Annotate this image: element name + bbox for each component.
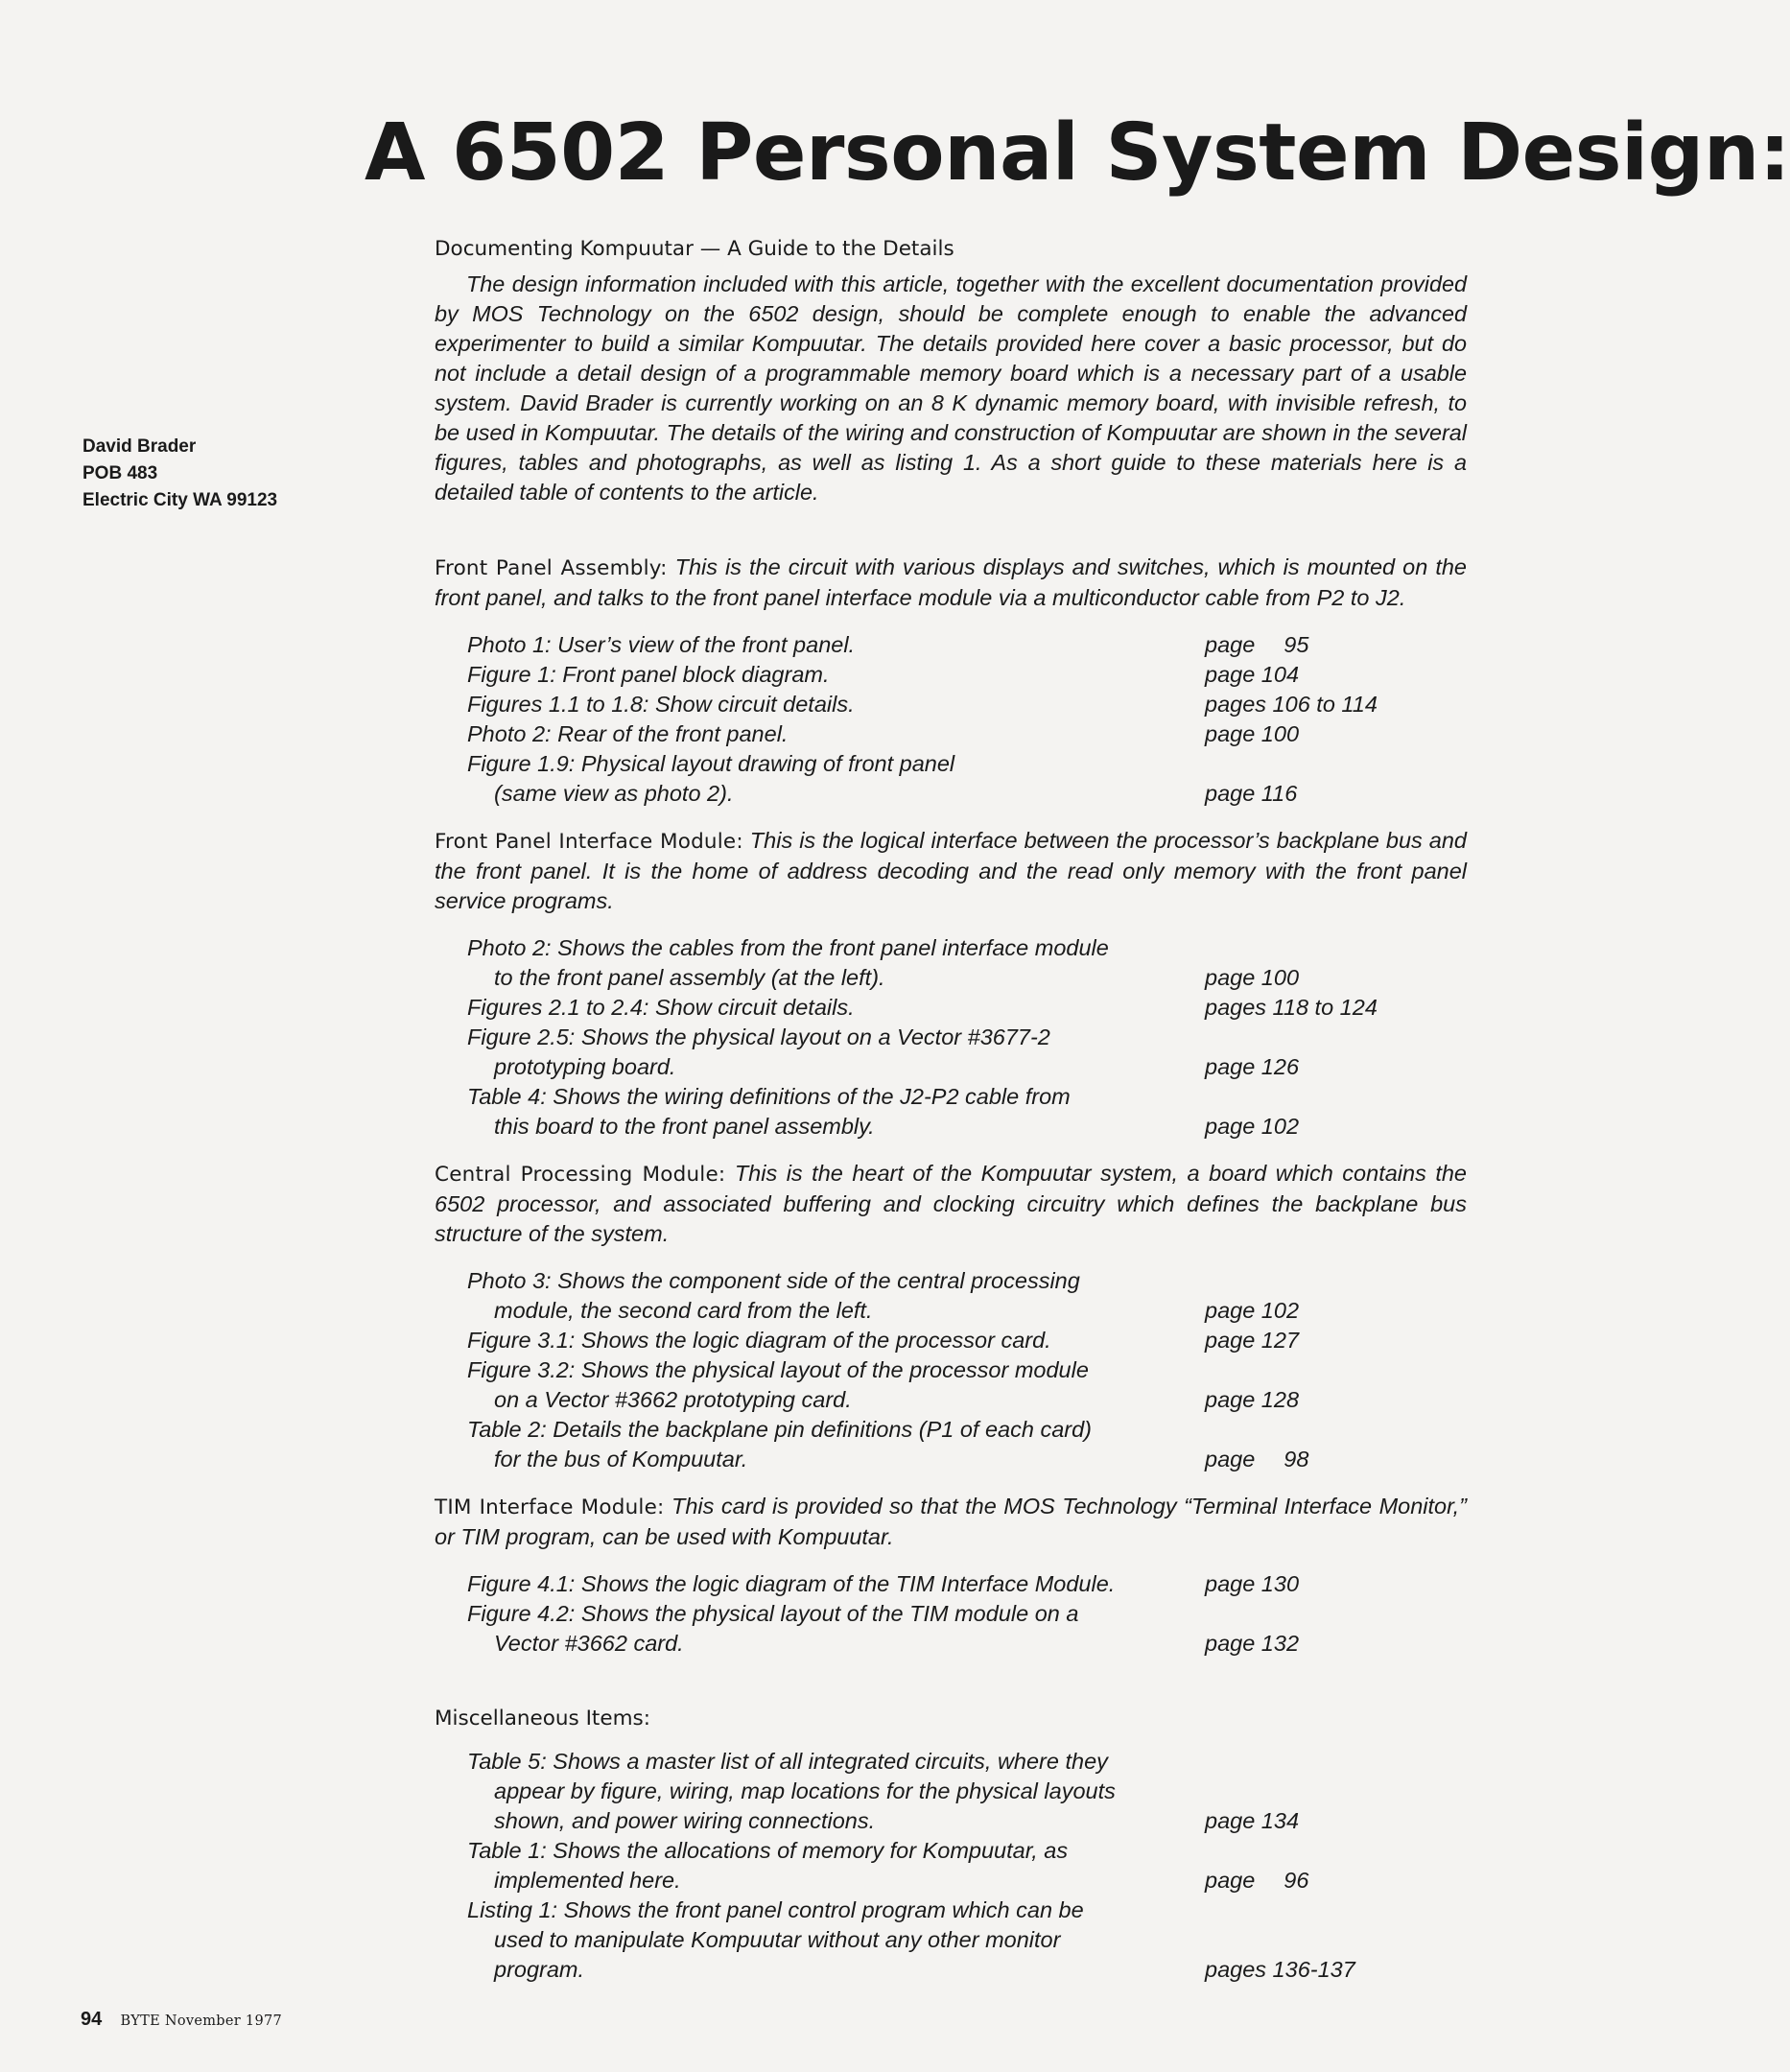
- toc-section: [435, 1492, 1467, 1659]
- toc-entry: [435, 630, 1467, 660]
- entry-page-reference: pages 118 to 124: [1205, 995, 1378, 1020]
- section-heading: Front Panel Interface Module:: [435, 830, 743, 854]
- entry-text: Photo 2: Rear of the front panel.: [467, 721, 789, 746]
- entry-text-continued: program.: [494, 1957, 585, 1982]
- entry-page-reference: page 126: [1205, 1054, 1300, 1079]
- entry-text-continued: used to manipulate Kompuutar without any other monitor: [494, 1927, 1061, 1952]
- section-heading: TIM Interface Module:: [435, 1495, 665, 1519]
- toc-entry: [435, 1569, 1467, 1599]
- section-body: This is the circuit with various displays and switches, which is mounted on the front panel, and talks to the front panel interface module via a multiconductor cable from P2 to J2.: [435, 554, 1467, 610]
- entry-text-continued: (same view as photo 2).: [494, 781, 734, 806]
- entry-text: Figure 4.1: Shows the logic diagram of the TIM Interface Module.: [467, 1571, 1116, 1596]
- section-description: [435, 553, 1467, 613]
- entry-text: Photo 2: Shows the cables from the front panel interface module: [467, 935, 1109, 960]
- misc-heading: Miscellaneous Items:: [435, 1707, 650, 1731]
- entry-text-continued: implemented here.: [494, 1868, 681, 1893]
- entry-text: Figure 3.2: Shows the physical layout of the processor module: [467, 1357, 1089, 1382]
- page-number: 94: [81, 2009, 103, 2030]
- entry-page-reference: page 134: [1205, 1808, 1300, 1833]
- toc-entry: [435, 690, 1467, 719]
- entry-text: Figure 3.1: Shows the logic diagram of the processor card.: [467, 1328, 1051, 1353]
- entry-text-continued: appear by figure, wiring, map locations for the physical layouts: [494, 1778, 1116, 1803]
- entry-text: Photo 3: Shows the component side of the central processing: [467, 1268, 1080, 1293]
- toc-entry: [435, 1836, 1467, 1895]
- entry-text-continued: on a Vector #3662 prototyping card.: [494, 1387, 852, 1412]
- section-body: This is the logical interface between the processor’s backplane bus and the front panel. It is the home of address decoding and the read only memory with the front panel service programs.: [435, 828, 1467, 913]
- section-description: [435, 826, 1467, 916]
- entry-text: Table 1: Shows the allocations of memory for Kompuutar, as: [467, 1838, 1069, 1863]
- entry-text: Listing 1: Shows the front panel control program which can be: [467, 1897, 1084, 1922]
- article-body: [435, 234, 1467, 1985]
- toc-entry: [435, 1895, 1467, 1985]
- entry-text-continued: Vector #3662 card.: [494, 1631, 684, 1656]
- entry-page-reference: page 96: [1205, 1868, 1309, 1893]
- article-title: A 6502 Personal System Design:: [365, 107, 1790, 199]
- entry-text-continued: shown, and power wiring connections.: [494, 1808, 876, 1833]
- toc-entry: [435, 1355, 1467, 1415]
- entry-text: Photo 1: User’s view of the front panel.: [467, 632, 856, 657]
- toc-section: [435, 1159, 1467, 1474]
- toc-entry: [435, 1326, 1467, 1355]
- toc-entry: [435, 1747, 1467, 1836]
- entry-text-continued: prototyping board.: [494, 1054, 676, 1079]
- toc-entry: [435, 993, 1467, 1023]
- author-block: [82, 434, 370, 514]
- toc-entry: [435, 719, 1467, 749]
- section-entries: [435, 1266, 1467, 1474]
- author-name: David Brader: [82, 436, 197, 457]
- entry-page-reference: page 98: [1205, 1447, 1309, 1472]
- magazine-issue: BYTE November 1977: [120, 2013, 283, 2029]
- toc-sections: [435, 553, 1467, 1659]
- entry-text: Figure 1: Front panel block diagram.: [467, 662, 830, 687]
- entry-text: Figure 1.9: Physical layout drawing of front panel: [467, 751, 955, 776]
- toc-entry: [435, 933, 1467, 993]
- toc-entry: [435, 1082, 1467, 1142]
- entry-page-reference: page 130: [1205, 1571, 1300, 1596]
- section-body: This is the heart of the Kompuutar system, a board which contains the 6502 processor, and associated buffering and clocking circuitry which defines the backplane bus structure of the system.: [435, 1161, 1467, 1246]
- toc-entry: [435, 749, 1467, 809]
- toc-entry: [435, 1023, 1467, 1082]
- entry-text: Table 5: Shows a master list of all integrated circuits, where they: [467, 1749, 1108, 1774]
- toc-section: [435, 826, 1467, 1142]
- section-entries: [435, 630, 1467, 809]
- entry-text-continued: this board to the front panel assembly.: [494, 1114, 875, 1139]
- section-entries: [435, 933, 1467, 1142]
- page-footer: [81, 2009, 282, 2031]
- entry-page-reference: page 127: [1205, 1328, 1300, 1353]
- entry-text-continued: for the bus of Kompuutar.: [494, 1447, 748, 1472]
- entry-text: Figures 2.1 to 2.4: Show circuit details.: [467, 995, 855, 1020]
- article-subtitle: Documenting Kompuutar — A Guide to the Details: [435, 237, 954, 261]
- entry-page-reference: page 102: [1205, 1298, 1300, 1323]
- author-city: Electric City WA 99123: [82, 490, 278, 510]
- section-heading: Central Processing Module:: [435, 1163, 726, 1187]
- section-entries: [435, 1569, 1467, 1659]
- misc-entries: [435, 1747, 1467, 1985]
- entry-text: Table 4: Shows the wiring definitions of the J2-P2 cable from: [467, 1084, 1071, 1109]
- entry-text: Table 2: Details the backplane pin definitions (P1 of each card): [467, 1417, 1093, 1442]
- entry-page-reference: page 102: [1205, 1114, 1300, 1139]
- toc-entry: [435, 1266, 1467, 1326]
- entry-text-continued: module, the second card from the left.: [494, 1298, 873, 1323]
- entry-page-reference: page 100: [1205, 721, 1300, 746]
- entry-page-reference: page 100: [1205, 965, 1300, 990]
- entry-text: Figure 4.2: Shows the physical layout of the TIM module on a: [467, 1601, 1079, 1626]
- entry-page-reference: pages 136-137: [1205, 1957, 1355, 1982]
- toc-entry: [435, 1415, 1467, 1474]
- entry-text: Figures 1.1 to 1.8: Show circuit details.: [467, 692, 855, 717]
- toc-section: [435, 553, 1467, 809]
- author-pob: POB 483: [82, 463, 158, 483]
- toc-entry: [435, 1599, 1467, 1659]
- section-description: [435, 1159, 1467, 1249]
- entry-page-reference: page 128: [1205, 1387, 1300, 1412]
- toc-entry: [435, 660, 1467, 690]
- entry-text-continued: to the front panel assembly (at the left).: [494, 965, 885, 990]
- entry-page-reference: page 95: [1205, 632, 1309, 657]
- misc-section: [435, 1704, 1467, 1985]
- section-heading: Front Panel Assembly:: [435, 556, 668, 580]
- entry-page-reference: page 104: [1205, 662, 1300, 687]
- section-body: This card is provided so that the MOS Technology “Terminal Interface Monitor,” or TIM program, can be used with Kompuutar.: [435, 1494, 1467, 1549]
- entry-page-reference: page 132: [1205, 1631, 1300, 1656]
- entry-page-reference: page 116: [1205, 781, 1298, 806]
- entry-page-reference: pages 106 to 114: [1205, 692, 1378, 717]
- intro-paragraph: The design information included with this article, together with the excellent documentation provided by MOS Technology on the 6502 design, should be complete enough to enable the advanced experimenter to build a similar Kompuutar. The details provided here cover a basic processor, but do not include a detail design of a programmable memory board which is a necessary part of a usable system. David Brader is currently working on an 8 K dynamic memory board, with invisible refresh, to be used in Kompuutar. The details of the wiring and construction of Kompuutar are shown in the several figures, tables and photographs, as well as listing 1. As a short guide to these materials here is a detailed table of contents to the article.: [435, 271, 1467, 505]
- section-description: [435, 1492, 1467, 1552]
- entry-text: Figure 2.5: Shows the physical layout on a Vector #3677-2: [467, 1024, 1050, 1049]
